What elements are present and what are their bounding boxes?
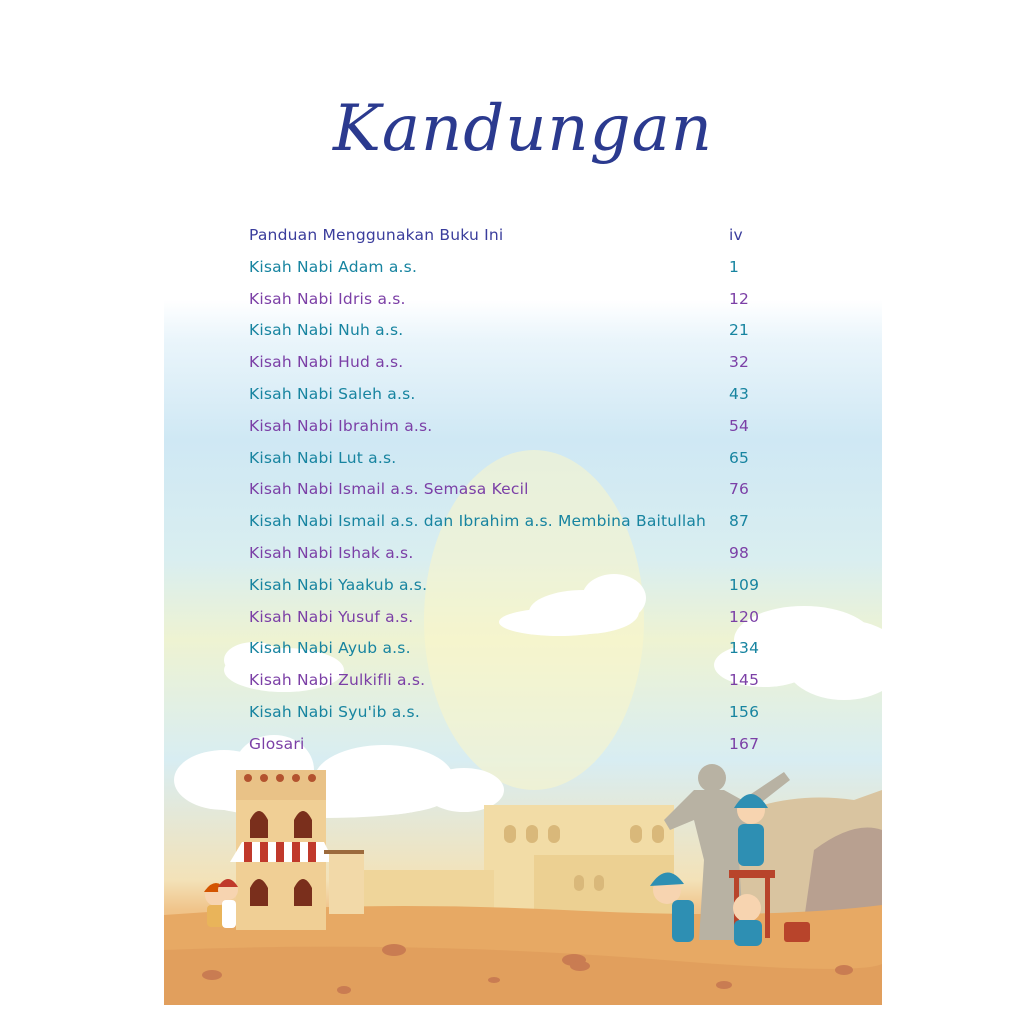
toc-entry-page-number: 145 xyxy=(729,671,760,690)
toc-entry-page-number: 65 xyxy=(729,448,750,467)
toc-entry-title: Panduan Menggunakan Buku Ini xyxy=(249,226,504,244)
toc-entry[interactable] xyxy=(249,258,769,290)
toc-entry-page-number: 32 xyxy=(729,353,750,372)
toc-entry-page-number: 120 xyxy=(729,607,760,626)
toc-entry[interactable] xyxy=(249,735,769,767)
toc-entry-page-number: 76 xyxy=(729,480,750,499)
toc-entry[interactable] xyxy=(249,703,769,735)
toc-entry-page-number: 156 xyxy=(729,702,760,721)
toc-entry-title: Kisah Nabi Yusuf a.s. xyxy=(249,607,414,626)
toc-entry-page-number: 109 xyxy=(729,575,760,594)
toc-entry-page-number: 21 xyxy=(729,321,750,340)
toc-entry-title: Kisah Nabi Yaakub a.s. xyxy=(249,575,428,594)
toc-entry-title: Kisah Nabi Idris a.s. xyxy=(249,289,406,308)
toc-entry-title: Kisah Nabi Zulkifli a.s. xyxy=(249,671,426,690)
toc-entry[interactable] xyxy=(249,321,769,353)
toc-entry[interactable] xyxy=(249,449,769,481)
toc-entry-page-number: 1 xyxy=(729,257,740,276)
toc-entry[interactable] xyxy=(249,417,769,449)
toc-entry[interactable] xyxy=(249,544,769,576)
toc-entry[interactable] xyxy=(249,576,769,608)
toc-entry-page-number: 167 xyxy=(729,734,760,753)
child-character-icon xyxy=(204,879,238,928)
toc-entry[interactable] xyxy=(249,290,769,322)
toc-entry-title: Kisah Nabi Ishak a.s. xyxy=(249,543,414,562)
toc-entry[interactable] xyxy=(249,608,769,640)
toc-entry-title: Kisah Nabi Adam a.s. xyxy=(249,257,418,276)
toc-entry[interactable] xyxy=(249,480,769,512)
toc-entry[interactable] xyxy=(249,639,769,671)
toc-entry-title: Kisah Nabi Ismail a.s. Semasa Kecil xyxy=(249,480,529,499)
toc-entry-page-number: 134 xyxy=(729,639,760,658)
toc-entry-page-number: 98 xyxy=(729,543,750,562)
book-page xyxy=(164,0,882,1005)
building-icon xyxy=(364,805,674,920)
toc-entry-page-number: iv xyxy=(729,226,743,244)
toc-entry-title: Kisah Nabi Hud a.s. xyxy=(249,353,404,372)
toc-entry-title: Kisah Nabi Nuh a.s. xyxy=(249,321,404,340)
toc-entry-page-number: 87 xyxy=(729,512,750,531)
toc-entry[interactable] xyxy=(249,226,769,258)
toc-entry-title: Kisah Nabi Lut a.s. xyxy=(249,448,397,467)
toc-entry-title: Glosari xyxy=(249,734,305,753)
toc-entry-title: Kisah Nabi Ibrahim a.s. xyxy=(249,416,433,435)
toc-entry-title: Kisah Nabi Ayub a.s. xyxy=(249,639,411,658)
table-of-contents xyxy=(249,226,769,767)
toc-entry[interactable] xyxy=(249,512,769,544)
toc-entry-title: Kisah Nabi Saleh a.s. xyxy=(249,384,416,403)
toc-entry[interactable] xyxy=(249,671,769,703)
toc-entry-title: Kisah Nabi Syu'ib a.s. xyxy=(249,702,420,721)
toc-entry[interactable] xyxy=(249,385,769,417)
toc-entry-title: Kisah Nabi Ismail a.s. dan Ibrahim a.s. Membina Baitullah xyxy=(249,512,707,531)
toc-entry-page-number: 43 xyxy=(729,384,750,403)
toc-entry-page-number: 12 xyxy=(729,289,750,308)
toc-entry-page-number: 54 xyxy=(729,416,750,435)
page-title: Kandungan xyxy=(333,92,713,166)
toc-entry[interactable] xyxy=(249,353,769,385)
